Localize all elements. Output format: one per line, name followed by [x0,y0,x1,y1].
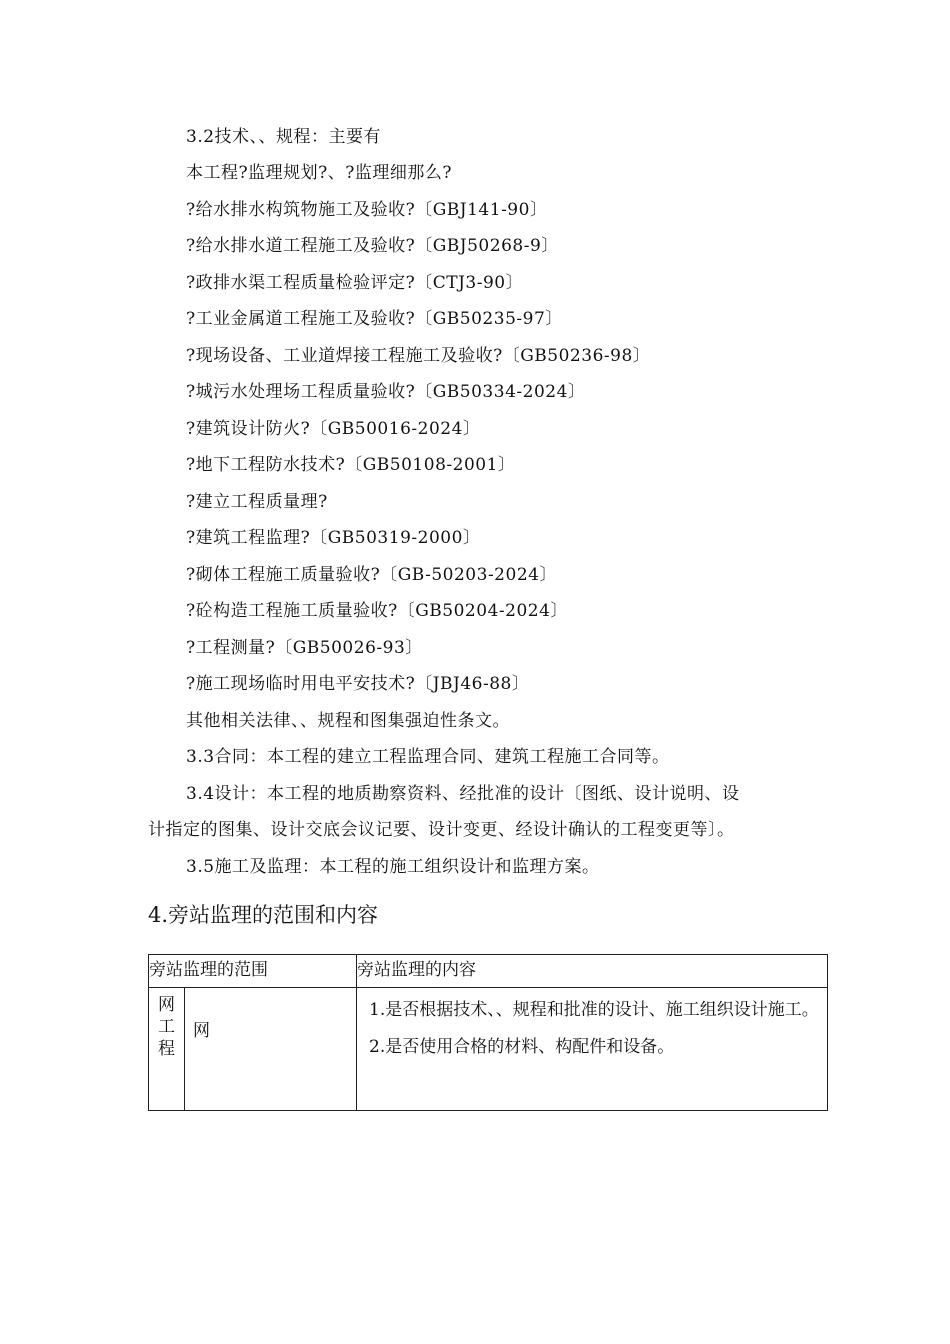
text-line: ?工程测量?〔GB50026-93〕 [186,638,423,658]
text-line: ?城污水处理场工程质量验收?〔GB50334-2024〕 [186,382,586,402]
row-content-cell [357,988,828,1111]
text-line: ?砼构造工程施工质量验收?〔GB50204-2024〕 [186,601,568,621]
text-line: ?施工现场临时用电平安技术?〔JBJ46-88〕 [186,674,530,694]
text-line: ?工业金属道工程施工及验收?〔GB50235-97〕 [186,309,563,329]
text-line: 本工程?监理规划?、?监理细那么? [186,163,452,183]
row-subcategory: 网 [193,1021,210,1041]
text-line: 3.4设计：本工程的地质勘察资料、经批准的设计〔图纸、设计说明、设 [186,784,740,804]
table-header-row [149,955,828,988]
text-line: ?建筑设计防火?〔GB50016-2024〕 [186,419,481,439]
row-category-cell [149,988,185,1111]
section-heading: 4.旁站监理的范围和内容 [148,903,379,927]
text-line: ?建筑工程监理?〔GB50319-2000〕 [186,528,481,548]
text-line: 3.2技术、、规程：主要有 [186,127,382,147]
header-scope: 旁站监理的范围 [149,955,357,988]
text-line: 3.5施工及监理：本工程的施工组织设计和监理方案。 [186,857,600,877]
supervision-table [148,954,828,1111]
text-line: ?砌体工程施工质量验收?〔GB-50203-2024〕 [186,565,557,585]
content-item: 2.是否使用合格的材料、构配件和设备。 [369,1037,675,1057]
header-content: 旁站监理的内容 [357,955,828,988]
table-row [149,988,828,1111]
text-line: 其他相关法律、、规程和图集强迫性条文。 [186,711,510,731]
text-line: ?政排水渠工程质量检验评定?〔CTJ3-90〕 [186,273,524,293]
text-line: ?给水排水道工程施工及验收?〔GBJ50268-9〕 [186,236,559,256]
text-line: 3.3合同：本工程的建立工程监理合同、建筑工程施工合同等。 [186,747,670,767]
text-line: ?给水排水构筑物施工及验收?〔GBJ141-90〕 [186,200,548,220]
text-line: 计指定的图集、设计交底会议记要、设计变更、经设计确认的工程变更等〕。 [148,820,735,840]
content-item: 1.是否根据技术、、规程和批准的设计、施工组织设计施工。 [369,1000,819,1020]
text-line: ?建立工程质量理? [186,492,328,512]
text-line: ?地下工程防水技术?〔GB50108-2001〕 [186,455,516,475]
row-subcategory-cell [185,988,357,1111]
row-category: 网工程 [158,995,175,1059]
text-line: ?现场设备、工业道焊接工程施工及验收?〔GB50236-98〕 [186,346,651,366]
